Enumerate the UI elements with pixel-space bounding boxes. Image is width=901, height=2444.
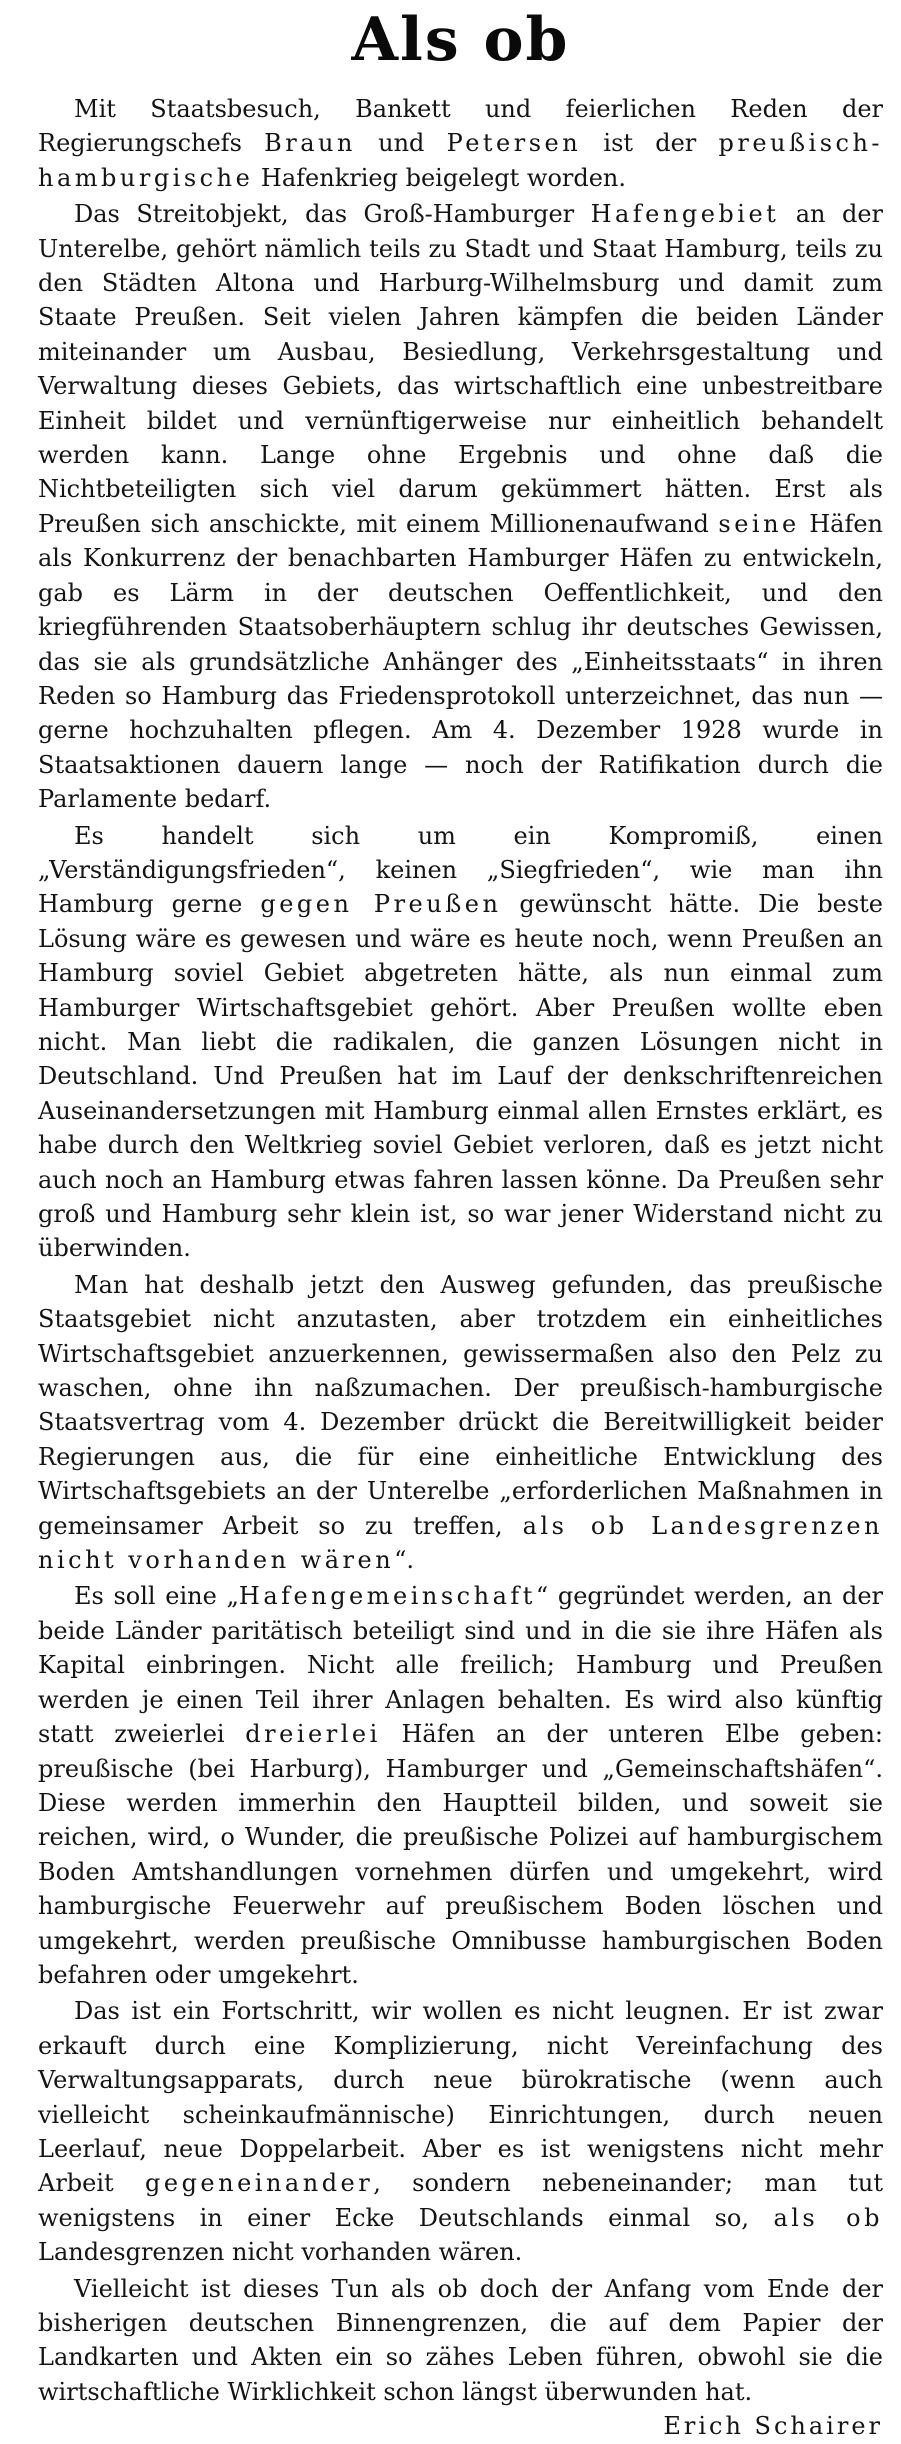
emphasized-text: Hafengemeinschaft — [238, 1582, 536, 1611]
text-run: Hafenkrieg beigelegt worden. — [253, 163, 627, 192]
text-run: Vielleicht ist dieses Tun als ob doch der Anfang vom Ende der bisherigen deutschen Binnengrenzen, die auf dem Papier der Landkarten und Akten ein so zähes Leben führen, obwohl sie die wirtschaftliche Wirklichkeit schon längst überwunden hat. — [38, 2274, 883, 2406]
text-run: Das ist ein Fortschritt, wir wollen es nicht leugnen. Er ist zwar erkauft durch eine Komplizierung, nicht Vereinfachung des Verwaltungsapparats, durch neue bürokratische (wenn auch vielleicht scheinkaufmännische) Einrichtungen, durch neuen Leerlauf, neue Doppelarbeit. Aber es ist wenigstens nicht mehr Arbeit — [38, 1997, 883, 2198]
emphasized-text: preußisch-hamburgische — [38, 129, 884, 192]
emphasized-text: Hafengebiet — [590, 200, 780, 229]
text-run: Es handelt sich um ein Kompromiß, einen „Verständigungsfrieden“, keinen „Siegfrieden“, wie man ihn Hamburg gerne — [38, 821, 883, 919]
headline: Als ob — [351, 5, 570, 75]
emphasized-text: dreierlei — [245, 1720, 381, 1749]
emphasized-text: Petersen — [446, 129, 582, 158]
emphasized-text: seine — [718, 509, 800, 538]
text-run: gewünscht hätte. Die beste Lösung wäre es gewesen und wäre es heute noch, wenn Preußen an Hamburg soviel Gebiet abgetreten hätte, als nun einmal zum Hamburger Wirtschaftsgebiet gehört. Aber Preußen wollte eben nicht. Man liebt die radikalen, die ganzen Lösungen nicht in Deutschland. Und Preußen hat im Lauf der denkschriftenreichen Auseinandersetzungen mit Hamburg einmal allen Ernstes erklärt, es habe durch den Weltkrieg soviel Gebiet verloren, daß es jetzt nicht auch noch an Hamburg etwas fahren lassen könne. Da Preußen sehr groß und Hamburg sehr klein ist, so war jener Widerstand nicht zu überwinden. — [38, 890, 883, 1263]
text-run: an der Unterelbe, gehört nämlich teils zu Stadt und Staat Hamburg, teils zu den Städten Altona und Harburg-Wilhelmsburg und damit zum Staate Preußen. Seit vielen Jahren kämpfen die beiden Länder miteinander um Ausbau, Besiedlung, Verkehrsgestaltung und Verwaltung dieses Gebiets, das wirtschaftlich eine unbestreitbare Einheit bildet und vernünftigerweise nur einheitlich behandelt werden kann. Lange ohne Ergebnis und ohne daß die Nichtbeteiligten sich viel darum gekümmert hätten. Erst als Preußen sich anschickte, mit einem Millionenaufwand — [38, 200, 883, 538]
text-run: Es soll eine „ — [74, 1582, 239, 1611]
text-run: Das Streitobjekt, das Groß-Hamburger — [74, 200, 591, 229]
text-run: , sondern nebeneinander; man tut wenigstens in einer Ecke Deutschlands einmal so, — [38, 2169, 883, 2232]
emphasized-text: Braun — [264, 129, 356, 158]
text-run: Häfen als Konkurrenz der benachbarten Hamburger Häfen zu entwickeln, gab es Lärm in der deutschen Oeffentlichkeit, und den kriegführenden Staatsoberhäuptern schlug ihr deutsches Gewissen, das sie als grundsätzliche Anhänger des „Einheitsstaats“ in ihren Reden so Hamburg das Friedensprotokoll unterzeichnet, das nun — gerne hochzuhalten pflegen. Am 4. Dezember 1928 wurde in Staatsaktionen dauern lange — noch der Ratifikation durch die Parlamente bedarf. — [38, 509, 883, 814]
emphasized-text: gegen Preußen — [260, 890, 502, 919]
text-run: und — [355, 129, 447, 158]
article-paragraph — [38, 1994, 883, 2269]
emphasized-text: gegeneinander — [145, 2169, 374, 2198]
author-byline: Erich Schairer — [663, 2412, 883, 2441]
article-paragraph — [38, 197, 883, 816]
text-run: Man hat deshalb jetzt den Ausweg gefunden, das preußische Staatsgebiet nicht anzutasten, aber trotzdem ein einheitliches Wirtschaftsgebiet anzuerkennen, gewissermaßen also den Pelz zu waschen, ohne ihn naßzumachen. Der preußisch-hamburgische Staatsvertrag vom 4. Dezember drückt die Bereitwilligkeit beider Regierungen aus, die für eine einheitliche Entwicklung des Wirtschaftsgebiets an der Unterelbe „erforderlichen Maßnahmen in gemeinsamer Arbeit so zu treffen, — [38, 1270, 883, 1540]
article-paragraph — [38, 819, 883, 1266]
text-run: Landesgrenzen nicht vorhanden wären. — [38, 2238, 523, 2267]
article-paragraph — [38, 1268, 883, 1578]
article-paragraph — [38, 2272, 883, 2441]
article-paragraph — [38, 1579, 883, 1992]
emphasized-text: als ob — [773, 2203, 883, 2232]
article-body — [38, 92, 884, 2441]
emphasized-text: als ob Landesgrenzen nicht vorhanden wären — [38, 1511, 883, 1575]
text-run: “. — [394, 1546, 415, 1575]
text-run: “ gegründet werden, an der beide Länder paritätisch beteiligt sind und in die sie ihre Häfen als Kapital einbringen. Nicht alle freilich; Hamburg und Preußen werden je einen Teil ihrer Anlagen behalten. Es wird also künftig statt zweierlei — [38, 1582, 884, 1749]
article-paragraph — [38, 92, 883, 195]
text-run: Mit Staatsbesuch, Bankett und feierlichen Reden der Regierungschefs — [38, 95, 883, 158]
text-run: Häfen an der unteren Elbe geben: preußische (bei Harburg), Hamburger und „Gemeinschaftshäfen“. Diese werden immerhin den Hauptteil bilden, und soweit sie reichen, wird, o Wunder, die preußische Polizei auf hamburgischem Boden Amtshandlungen vornehmen dürfen und umgekehrt, wird hamburgische Feuerwehr auf preußischem Boden löschen und umgekehrt, werden preußische Omnibusse hamburgischen Boden befahren oder umgekehrt. — [38, 1720, 883, 1989]
text-run: ist der — [581, 129, 719, 158]
